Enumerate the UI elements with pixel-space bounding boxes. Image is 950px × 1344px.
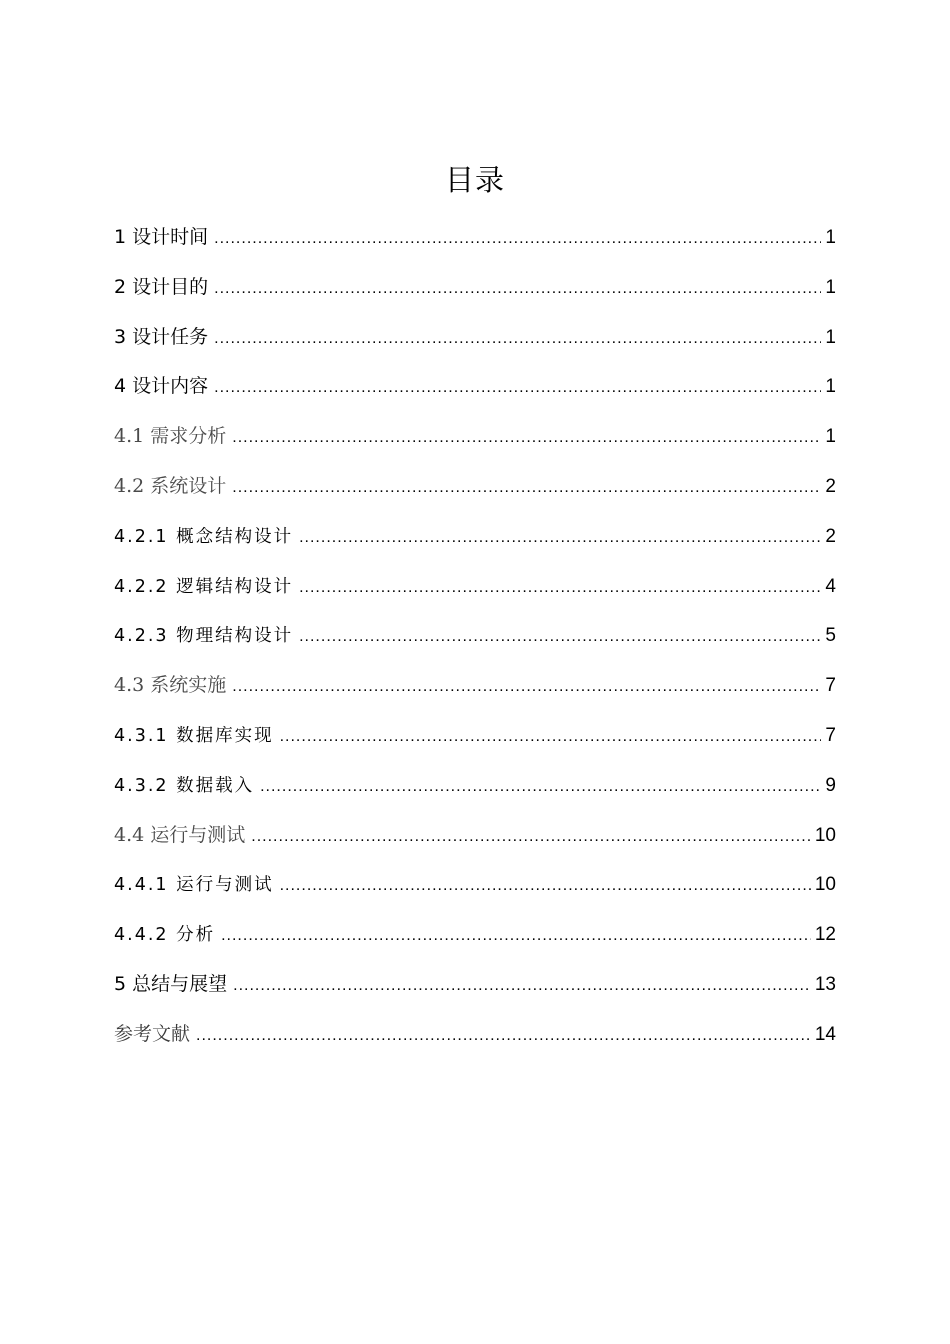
toc-entry-label: 参考文献 [114,1022,191,1045]
toc-page-number: 1 [825,426,836,448]
toc-entry-analysis[interactable] [114,910,836,960]
toc-page-number: 1 [825,376,836,398]
dot-leader [232,413,821,463]
toc-page-number: 10 [814,824,836,846]
toc-entry-label: 4.3 系统实施 [114,674,227,697]
dot-leader [299,563,821,613]
toc-page-number: 2 [825,525,836,547]
toc-entry-run-and-test-sub[interactable] [114,860,836,910]
toc-title: 目录 [444,163,505,197]
toc-entry-requirements-analysis[interactable] [114,412,836,462]
toc-list [114,213,836,1060]
toc-entry-label: 4.4.2 分析 [114,925,216,946]
toc-entry-design-content[interactable] [114,362,836,412]
toc-entry-references[interactable] [114,1010,836,1060]
toc-entry-label: 4 设计内容 [114,375,209,398]
toc-entry-label: 4.2.3 物理结构设计 [114,626,294,647]
toc-entry-label: 4.3.1 数据库实现 [114,725,274,746]
toc-entry-label: 4.4 运行与测试 [114,823,246,846]
toc-page-number: 7 [825,724,836,746]
toc-entry-label: 4.2 系统设计 [114,474,227,497]
dot-leader [280,712,822,762]
toc-page-number: 7 [825,675,836,697]
dot-leader [232,662,821,712]
toc-page-number: 10 [814,874,836,896]
toc-page-number: 1 [825,227,836,248]
toc-entry-summary-outlook[interactable] [114,960,836,1010]
toc-entry-design-time[interactable] [114,213,836,263]
toc-page-number: 5 [825,625,836,647]
dot-leader [214,214,821,264]
toc-entry-label: 3 设计任务 [114,325,209,348]
toc-entry-system-design[interactable] [114,462,836,512]
toc-entry-logical-design[interactable] [114,562,836,612]
toc-entry-design-purpose[interactable] [114,263,836,313]
toc-entry-data-loading[interactable] [114,761,836,811]
dot-leader [299,612,821,662]
dot-leader [214,314,821,364]
toc-page-number: 4 [825,575,836,597]
toc-page-number: 9 [825,774,836,796]
dot-leader [196,1011,811,1061]
dot-leader [221,911,811,961]
toc-entry-physical-design[interactable] [114,611,836,661]
dot-leader [232,463,821,513]
toc-entry-label: 5 总结与展望 [114,972,228,995]
toc-page-number: 2 [825,475,836,497]
dot-leader [280,861,811,911]
toc-entry-design-task[interactable] [114,313,836,363]
toc-entry-label: 4.2.2 逻辑结构设计 [114,576,294,597]
toc-entry-label: 1 设计时间 [114,226,209,248]
toc-page-number: 14 [814,1023,836,1045]
dot-leader [233,961,811,1011]
dot-leader [251,812,811,862]
toc-page-number: 1 [825,326,836,348]
toc-entry-label: 4.4.1 运行与测试 [114,875,274,896]
toc-entry-system-implementation[interactable] [114,661,836,711]
toc-page-number: 1 [825,276,836,298]
toc-entry-run-and-test[interactable] [114,811,836,861]
toc-page-number: 12 [814,924,836,946]
toc-entry-label: 2 设计目的 [114,275,209,298]
toc-entry-label: 4.1 需求分析 [114,425,227,448]
toc-entry-label: 4.3.2 数据载入 [114,775,255,796]
dot-leader [299,513,821,563]
toc-entry-database-implementation[interactable] [114,711,836,761]
toc-entry-conceptual-design[interactable] [114,512,836,562]
dot-leader [214,363,821,413]
dot-leader [214,264,821,314]
dot-leader [260,762,821,812]
toc-entry-label: 4.2.1 概念结构设计 [114,526,294,547]
toc-page-number: 13 [814,973,836,995]
